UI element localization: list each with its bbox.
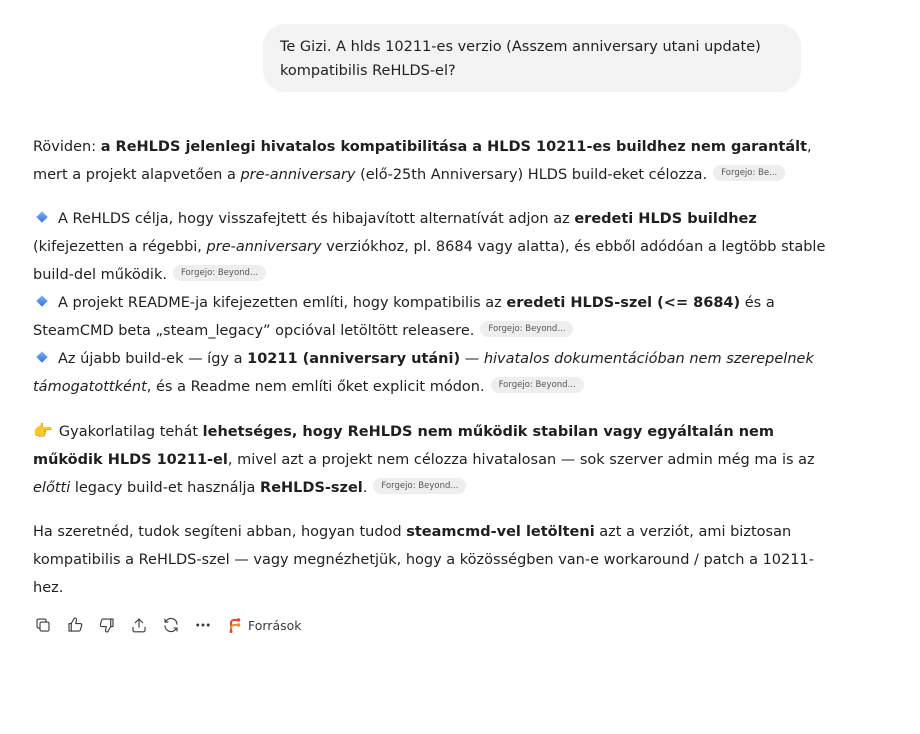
italic-text: pre-anniversary (240, 167, 356, 183)
source-chip[interactable]: Forgejo: Beyond... (491, 377, 584, 393)
blue-diamond-icon (36, 211, 47, 222)
text: A projekt README-ja kifejezetten említi, hogy kompatibilis az (58, 295, 507, 311)
message-actions-toolbar (33, 612, 302, 638)
thumbs-down-icon[interactable] (97, 615, 117, 635)
text: és a SteamCMD beta „steam_legacy” opcióval letöltött releasere. (33, 295, 775, 339)
text: Ha szeretnéd, tudok segíteni abban, hogyan tudod (33, 524, 407, 540)
text: (elő-25th Anniversary) HLDS build-eket célozza. (355, 167, 708, 183)
copy-icon[interactable] (33, 615, 53, 635)
text: legacy build-et használja (70, 480, 261, 496)
forgejo-source-icon (227, 617, 241, 633)
bold-text: eredeti HLDS-szel (<= 8684) (506, 295, 741, 311)
text: (kifejezetten a régebbi, (33, 239, 207, 255)
italic-text: hivatalos dokumentációban nem szerepelnek támogatottként (33, 351, 814, 395)
bullet-item (33, 289, 833, 345)
source-chip[interactable]: Forgejo: Beyond... (480, 321, 573, 337)
source-chip[interactable]: Forgejo: Be... (713, 165, 785, 181)
text: , mert a projekt alapvetően a (33, 139, 812, 183)
bold-text: ReHLDS-szel (260, 480, 363, 496)
text: A ReHLDS célja, hogy visszafejtett és hibajavított alternatívát adjon az (58, 211, 575, 227)
answer-closing (33, 518, 833, 602)
bullet-item (33, 205, 833, 289)
text: . (362, 480, 368, 496)
blue-diamond-icon (36, 351, 47, 362)
source-chip[interactable]: Forgejo: Beyond... (173, 265, 266, 281)
user-message-line-1: Te Gizi. A hlds 10211-es verzio (Asszem anniversary utani update) (280, 39, 761, 55)
text: — (460, 351, 484, 367)
bold-text: 10211 (anniversary utáni) (247, 351, 461, 367)
text: azt a verziót, ami biztosan kompatibilis a ReHLDS-szel — vagy megnézhetjük, hogy a közösségben van-e workaround / patch a 10211-hez. (33, 524, 814, 596)
assistant-answer (33, 133, 833, 602)
thumbs-up-icon[interactable] (65, 615, 85, 635)
bold-text: eredeti HLDS buildhez (574, 211, 757, 227)
bold-text: a ReHLDS jelenlegi hivatalos kompatibilitása a HLDS 10211-es buildhez nem garantált (100, 139, 808, 155)
text: verziókhoz, pl. 8684 vagy alatta), és ebből adódóan a legtöbb stable build-del működik. (33, 239, 826, 283)
more-options-icon[interactable] (193, 615, 213, 635)
user-message-bubble (263, 24, 801, 92)
text: , és a Readme nem említi őket explicit módon. (146, 379, 485, 395)
sources-button[interactable] (227, 617, 302, 633)
italic-text: előtti (33, 480, 71, 496)
text: Röviden: (33, 139, 101, 155)
text: , mivel azt a projekt nem célozza hivatalosan — sok szerver admin még ma is az (227, 452, 815, 468)
answer-intro (33, 133, 833, 189)
regenerate-icon[interactable] (161, 615, 181, 635)
blue-diamond-icon (36, 295, 47, 306)
text: Az újabb build-ek — így a (58, 351, 248, 367)
bullet-item (33, 345, 833, 401)
italic-text: pre-anniversary (206, 239, 322, 255)
user-message-line-2: kompatibilis ReHLDS-el? (280, 63, 456, 79)
text: Gyakorlatilag tehát (58, 424, 203, 440)
bold-text: steamcmd-vel letölteni (406, 524, 595, 540)
sources-label: Források (248, 617, 302, 633)
share-icon[interactable] (129, 615, 149, 635)
answer-practice (33, 417, 833, 502)
bold-text: lehetséges, hogy ReHLDS nem működik stabilan vagy egyáltalán nem működik HLDS 10211-el (33, 424, 774, 468)
source-chip[interactable]: Forgejo: Beyond... (373, 478, 466, 494)
pointing-hand-icon: 👉 (33, 421, 53, 440)
